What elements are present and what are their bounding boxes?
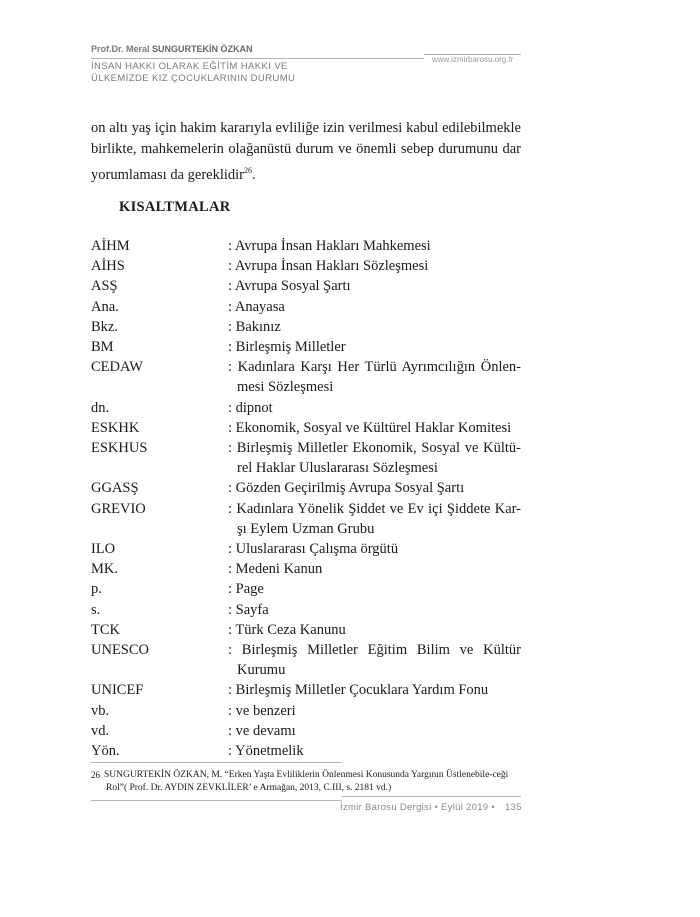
footnote-number: 26 [91, 770, 100, 780]
abbreviation-value: : Birleşmiş Milletler [228, 339, 346, 356]
abbreviation-key: AİHM [91, 238, 130, 254]
abbreviation-value: : Birleşmiş Milletler Eğitim Bilim ve Kültür Kurumu [228, 642, 521, 679]
abbreviation-value: : Uluslararası Çalışma örgütü [228, 541, 399, 558]
abbreviation-value: : Türk Ceza Kanunu [228, 621, 346, 638]
abbreviation-key: Bkz. [91, 318, 118, 335]
abbreviation-value: : Ekonomik, Sosyal ve Kültürel Haklar Komitesi [228, 419, 512, 436]
abbreviation-value: : Yönetmelik [228, 743, 304, 760]
footnote-text: SUNGURTEKİN ÖZKAN, M. “Erken Yaşta Evliliklerin Önlenmesi Konusunda Yargının Üstlenebile-ceği Rol”( Prof. Dr. AYDIN ZEVKLİLER’ e Armağan, 2013, C.III, s. 2181 vd.) [104, 770, 509, 793]
abbreviation-value: : Avrupa İnsan Hakları Sözleşmesi [228, 258, 429, 275]
abbreviation-key: BM [91, 339, 114, 356]
abbreviation-key: dn. [91, 399, 110, 416]
abbreviation-value: : Sayfa [228, 601, 269, 618]
abbreviation-key: ESKHUS [91, 440, 148, 457]
abbreviation-value: : Bakınız [228, 318, 281, 335]
abbreviation-row [91, 620, 521, 640]
author-surname: SUNGURTEKİN ÖZKAN [152, 44, 253, 54]
abbreviation-value: : Avrupa İnsan Hakları Mahkemesi [228, 238, 431, 254]
abbreviation-row [91, 276, 521, 296]
abbreviation-key: Yön. [91, 743, 120, 760]
footnote-reference: 26 [244, 166, 253, 175]
abbreviation-row [91, 478, 521, 498]
abbreviation-value: : Avrupa Sosyal Şartı [228, 278, 351, 295]
abbreviation-key: MK. [91, 561, 118, 578]
abbreviation-value: : Kadınlara Karşı Her Türlü Ayrımcılığın Önlen-mesi Sözleşmesi [228, 359, 521, 396]
page-footer [340, 802, 522, 813]
abbreviation-key: UNICEF [91, 682, 144, 699]
section-title: KISALTMALAR [119, 199, 231, 215]
abbreviation-value: : Kadınlara Yönelik Şiddet ve Ev içi Şiddete Kar-şı Eylem Uzman Grubu [228, 500, 521, 537]
body-paragraph [91, 118, 521, 186]
abbreviation-row [91, 741, 521, 761]
abbreviation-key: GGASŞ [91, 480, 139, 497]
abbreviation-row [91, 721, 521, 741]
abbreviation-row [91, 499, 521, 539]
abbreviation-key: vd. [91, 722, 110, 739]
abbreviation-row [91, 418, 521, 438]
article-subtitle [91, 61, 295, 85]
journal-info: İzmir Barosu Dergisi • Eylül 2019 • [340, 802, 495, 813]
abbreviation-key: p. [91, 581, 102, 598]
abbreviation-value: : ve devamı [228, 722, 296, 739]
abbreviation-row [91, 579, 521, 599]
footnote-rule [91, 762, 342, 763]
abbreviation-key: CEDAW [91, 359, 143, 376]
abbreviation-value: : ve benzeri [228, 702, 296, 719]
abbreviation-row [91, 539, 521, 559]
abbreviation-row [91, 559, 521, 579]
author-name [91, 44, 521, 54]
abbreviation-row [91, 357, 521, 397]
abbreviation-value: : Anayasa [228, 298, 285, 315]
abbreviation-key: ASŞ [91, 278, 118, 295]
abbreviation-row [91, 438, 521, 478]
abbreviation-key: Ana. [91, 298, 119, 315]
abbreviation-row [91, 236, 521, 256]
footer-rule-left [91, 800, 342, 801]
abbreviation-row [91, 701, 521, 721]
header-rule [91, 58, 424, 59]
abbreviation-value: : Birleşmiş Milletler Ekonomik, Sosyal ve Kültü-rel Haklar Uluslararası Sözleşmesi [228, 440, 521, 477]
abbreviation-key: s. [91, 601, 101, 618]
abbreviation-row [91, 297, 521, 317]
abbreviation-row [91, 640, 521, 680]
abbreviation-row [91, 256, 521, 276]
abbreviation-row [91, 317, 521, 337]
footer-rule-right [342, 796, 521, 797]
paragraph-end: . [252, 166, 256, 183]
author-prefix: Prof.Dr. Meral [91, 44, 150, 54]
abbreviation-key: vb. [91, 702, 110, 719]
abbreviation-key: ILO [91, 541, 116, 558]
abbreviation-key: AİHS [91, 258, 125, 275]
abbreviation-row [91, 680, 521, 700]
abbreviation-key: ESKHK [91, 419, 140, 436]
running-header [91, 44, 521, 54]
abbreviation-row [91, 600, 521, 620]
abbreviation-value: : dipnot [228, 399, 273, 416]
abbreviation-key: GREVIO [91, 500, 146, 517]
abbreviation-value: : Page [228, 581, 264, 598]
abbreviation-row [91, 337, 521, 357]
abbreviation-value: : Birleşmiş Milletler Çocuklara Yardım Fonu [228, 682, 489, 699]
abbreviation-value: : Gözden Geçirilmiş Avrupa Sosyal Şartı [228, 480, 465, 497]
page-number: 135 [504, 802, 522, 813]
abbreviation-row [91, 398, 521, 418]
abbreviation-key: UNESCO [91, 642, 150, 659]
abbreviation-list [91, 236, 521, 761]
paragraph-text: on altı yaş için hakim kararıyla evliliğe izin verilmesi kabul edilebilmekle birlikte, mahkemelerin olağanüstü durum ve önemli sebep durumunu dar yorumlaması da gereklidir [91, 120, 521, 183]
website-url: www.izmirbarosu.org.tr [432, 55, 514, 64]
abbreviation-value: : Medeni Kanun [228, 561, 323, 578]
abbreviation-key: TCK [91, 621, 120, 638]
subtitle-line-1: İNSAN HAKKI OLARAK EĞİTİM HAKKI VE [91, 61, 288, 72]
footnote [91, 769, 521, 795]
subtitle-line-2: ÜLKEMİZDE KIZ ÇOCUKLARININ DURUMU [91, 73, 296, 84]
